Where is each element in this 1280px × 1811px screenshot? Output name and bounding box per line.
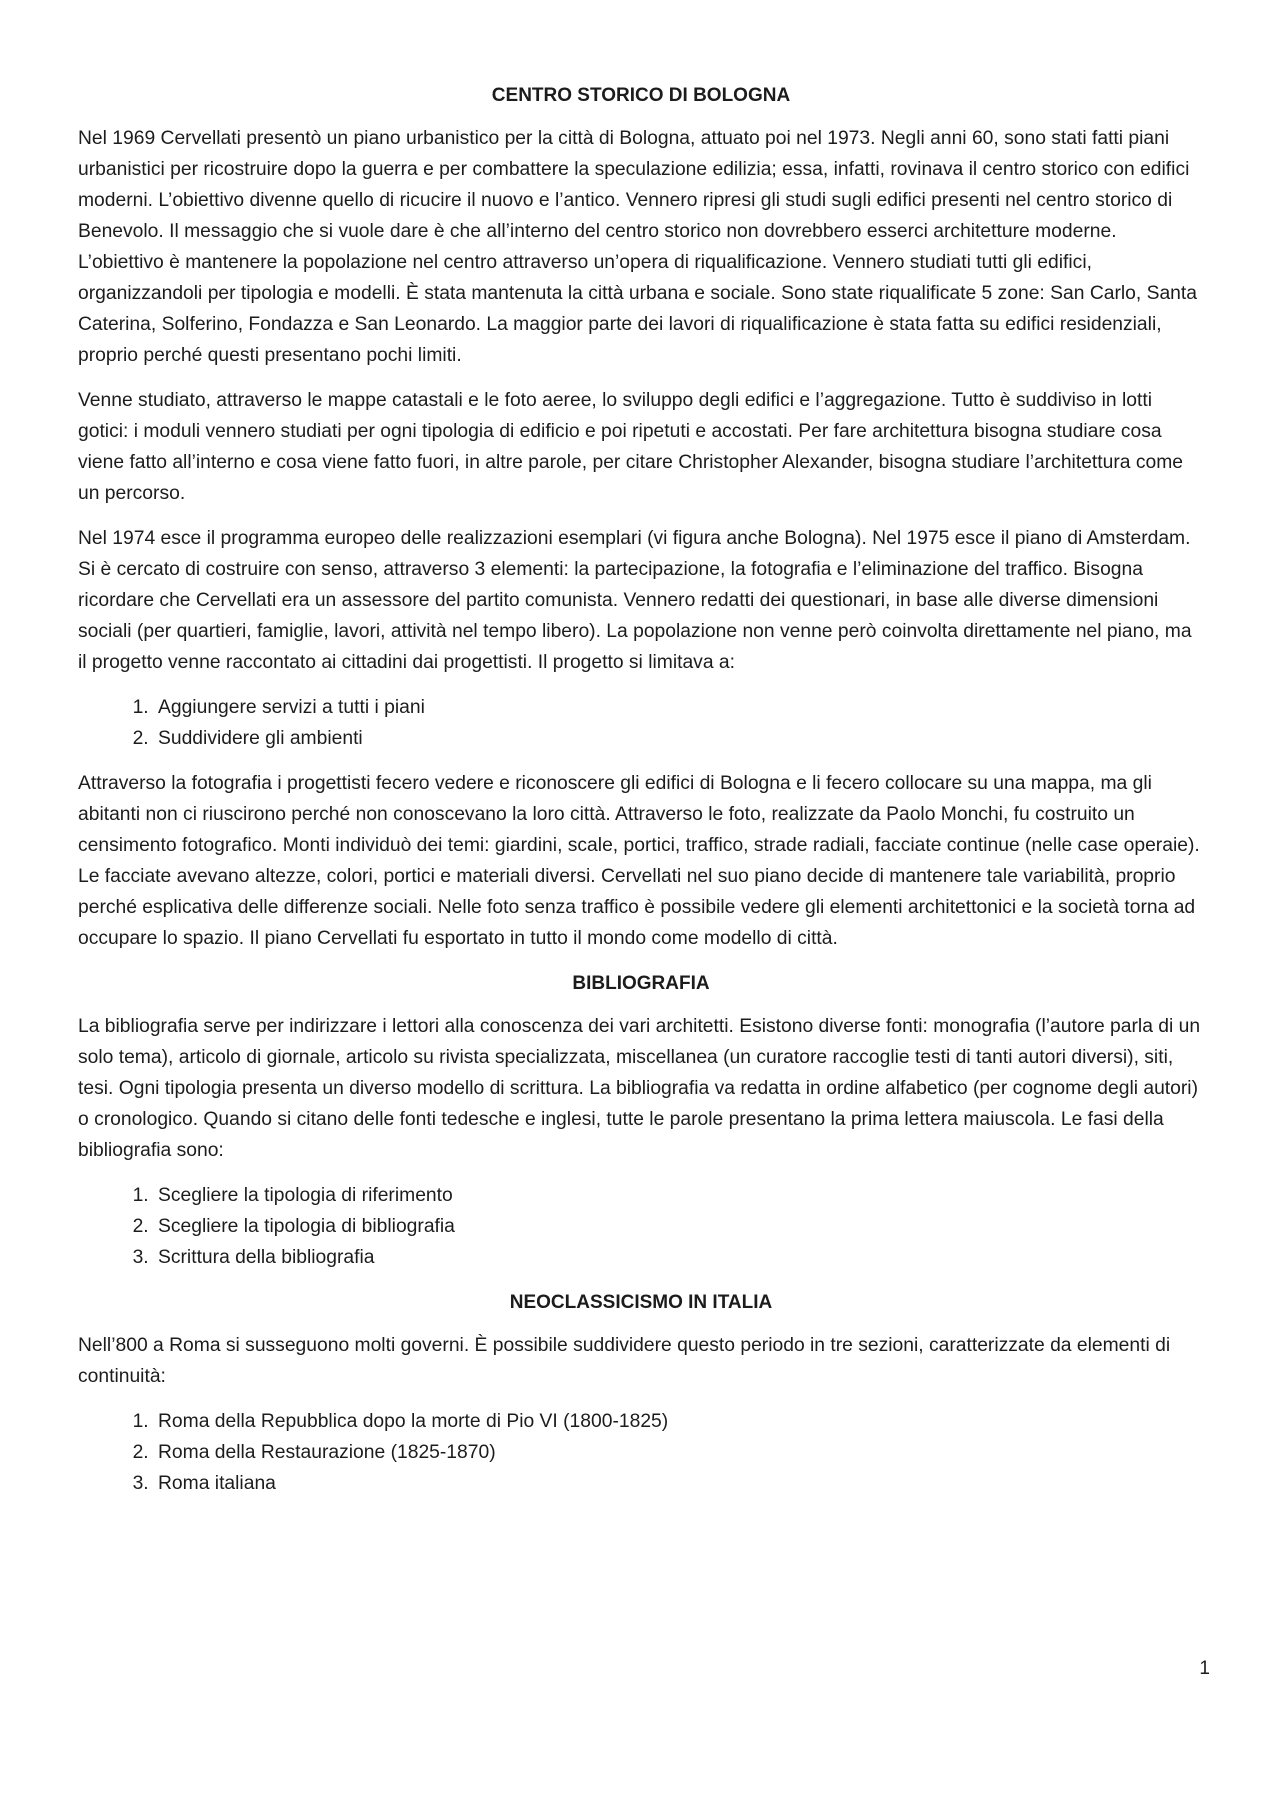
page-number: 1 [1199, 1658, 1210, 1679]
list-item: 1. Aggiungere servizi a tutti i piani [154, 692, 1204, 723]
paragraph: Venne studiato, attraverso le mappe catastali e le foto aeree, lo sviluppo degli edifici e l’aggregazione. Tutto è suddiviso in lotti gotici: i moduli vennero studiati per ogni tipologia di edificio e poi ripetuti e accostati. Per fare architettura bisogna studiare cosa viene fatto all’interno e cosa viene fatto fuori, in altre parole, per citare Christopher Alexander, bisogna studiare l’architettura come un percorso. [78, 390, 1183, 504]
list-item: 1. Scegliere la tipologia di riferimento [154, 1180, 1204, 1211]
document-page [78, 80, 1204, 1513]
section-title-neoclassicismo: NEOCLASSICISMO IN ITALIA [509, 1292, 773, 1313]
list-item: 2. Scegliere la tipologia di bibliografia [154, 1211, 1204, 1242]
list-item: 2. Roma della Restaurazione (1825-1870) [154, 1437, 1204, 1468]
list-item: 3. Roma italiana [154, 1468, 1204, 1499]
numbered-list [78, 1180, 1204, 1273]
paragraph: Nel 1969 Cervellati presentò un piano urbanistico per la città di Bologna, attuato poi nel 1973. Negli anni 60, sono stati fatti piani urbanistici per ricostruire dopo la guerra e per combattere la speculazione edilizia; essa, infatti, rovinava il centro storico con edifici moderni. L’obiettivo divenne quello di ricucire il nuovo e l’antico. Vennero ripresi gli studi sugli edifici presenti nel centro storico di Benevolo. Il messaggio che si vuole dare è che all’interno del centro storico non dovrebbero esserci architetture moderne. L’obiettivo è mantenere la popolazione nel centro attraverso un’opera di riqualificazione. Vennero studiati tutti gli edifici, organizzandoli per tipologia e modelli. È stata mantenuta la città urbana e sociale. Sono state riqualificate 5 zone: San Carlo, Santa Caterina, Solferino, Fondazza e San Leonardo. La maggior parte dei lavori di riqualificazione è stata fatta su edifici residenziali, proprio perché questi presentano pochi limiti. [78, 128, 1197, 366]
list-item: 3. Scrittura della bibliografia [154, 1242, 1204, 1273]
list-item: 1. Roma della Repubblica dopo la morte di Pio VI (1800-1825) [154, 1406, 1204, 1437]
section-title-bologna: CENTRO STORICO DI BOLOGNA [491, 85, 791, 106]
paragraph: La bibliografia serve per indirizzare i lettori alla conoscenza dei vari architetti. Esistono diverse fonti: monografia (l’autore parla di un solo tema), articolo di giornale, articolo su rivista specializzata, miscellanea (un curatore raccoglie testi di tanti autori diversi), siti, tesi. Ogni tipologia presenta un diverso modello di scrittura. La bibliografia va redatta in ordine alfabetico (per cognome degli autori) o cronologico. Quando si citano delle fonti tedesche e inglesi, tutte le parole presentano la prima lettera maiuscola. Le fasi della bibliografia sono: [78, 1016, 1201, 1161]
paragraph: Nell’800 a Roma si susseguono molti governi. È possibile suddividere questo periodo in tre sezioni, caratterizzate da elementi di continuità: [78, 1335, 1171, 1387]
section-title-bibliografia: BIBLIOGRAFIA [572, 973, 710, 994]
numbered-list [78, 692, 1204, 754]
paragraph: Nel 1974 esce il programma europeo delle realizzazioni esemplari (vi figura anche Bologna). Nel 1975 esce il piano di Amsterdam. Si è cercato di costruire con senso, attraverso 3 elementi: la partecipazione, la fotografia e l’eliminazione del traffico. Bisogna ricordare che Cervellati era un assessore del partito comunista. Vennero redatti dei questionari, in base alle diverse dimensioni sociali (per quartieri, famiglie, lavori, attività nel tempo libero). La popolazione non venne però coinvolta direttamente nel piano, ma il progetto venne raccontato ai cittadini dai progettisti. Il progetto si limitava a: [78, 528, 1192, 673]
numbered-list [78, 1406, 1204, 1499]
list-item: 2. Suddividere gli ambienti [154, 723, 1204, 754]
paragraph: Attraverso la fotografia i progettisti fecero vedere e riconoscere gli edifici di Bologna e li fecero collocare su una mappa, ma gli abitanti non ci riuscirono perché non conoscevano la loro città. Attraverso le foto, realizzate da Paolo Monchi, fu costruito un censimento fotografico. Monti individuò dei temi: giardini, scale, portici, traffico, strade radiali, facciate continue (nelle case operaie). Le facciate avevano altezze, colori, portici e materiali diversi. Cervellati nel suo piano decide di mantenere tale variabilità, proprio perché esplicativa delle differenze sociali. Nelle foto senza traffico è possibile vedere gli elementi architettonici e la società torna ad occupare lo spazio. Il piano Cervellati fu esportato in tutto il mondo come modello di città. [78, 773, 1200, 949]
